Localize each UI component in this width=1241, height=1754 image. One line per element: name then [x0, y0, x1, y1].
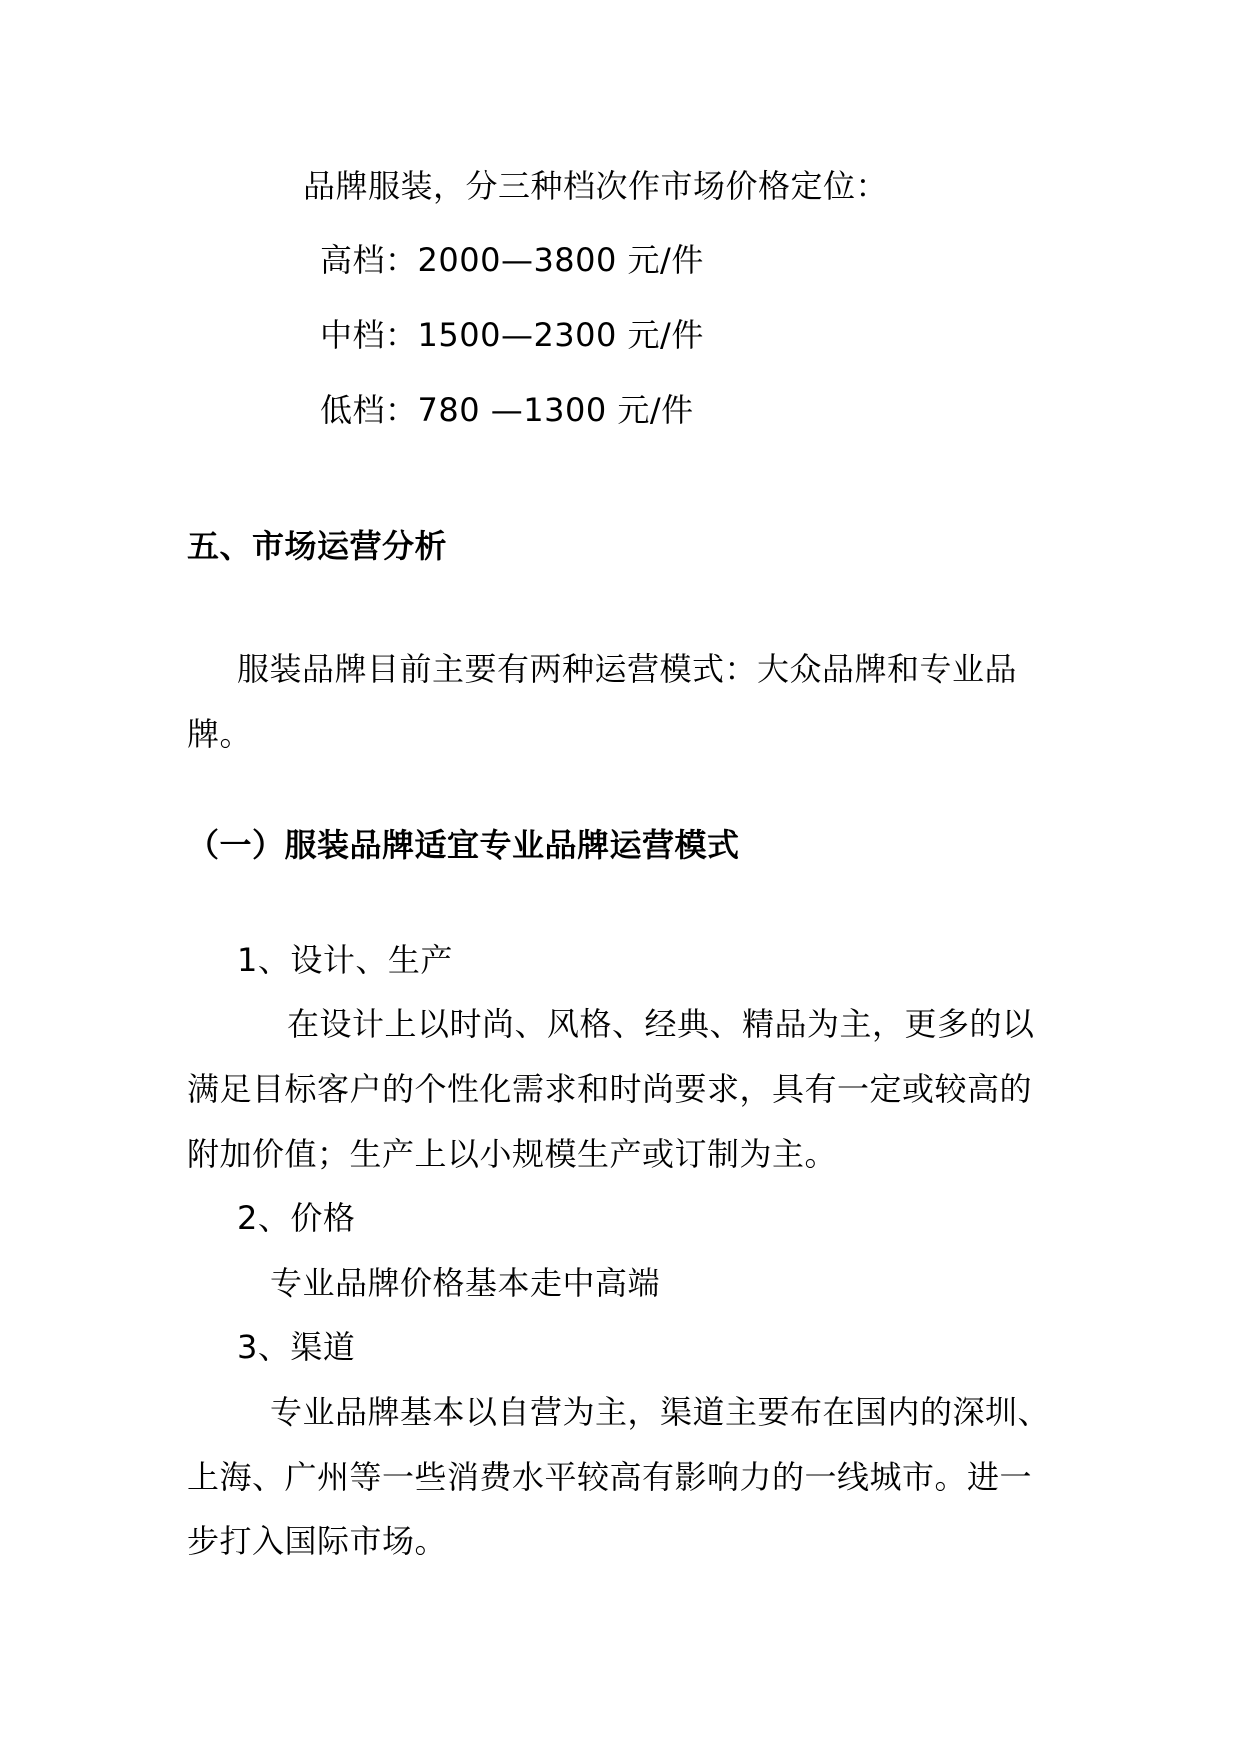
item2-heading: 2、价格 — [237, 1199, 356, 1237]
item2-line1: 专业品牌价格基本走中高端 — [270, 1264, 661, 1302]
price-tier-mid: 中档：1500—2300 元/件 — [320, 316, 704, 354]
subsection1-title: （一）服装品牌适宜专业品牌运营模式 — [187, 826, 740, 864]
price-tier-low: 低档：780 —1300 元/件 — [320, 391, 694, 429]
item1-line1: 在设计上以时尚、风格、经典、精品为主，更多的以 — [287, 1005, 1035, 1043]
item3-heading: 3、渠道 — [237, 1328, 356, 1366]
item1-line3: 附加价值；生产上以小规模生产或订制为主。 — [187, 1135, 838, 1173]
price-tier-high: 高档：2000—3800 元/件 — [320, 241, 704, 279]
section5-title: 五、市场运营分析 — [187, 527, 448, 565]
item3-line2: 上海、广州等一些消费水平较高有影响力的一线城市。进一 — [187, 1458, 1033, 1496]
section5-para-line1: 服装品牌目前主要有两种运营模式：大众品牌和专业品 — [237, 650, 1018, 688]
item3-line1: 专业品牌基本以自营为主，渠道主要布在国内的深圳、 — [270, 1393, 1051, 1431]
item1-heading: 1、设计、生产 — [237, 941, 453, 979]
section5-para-line2: 牌。 — [187, 715, 253, 753]
item1-line2: 满足目标客户的个性化需求和时尚要求，具有一定或较高的 — [187, 1070, 1033, 1108]
intro-line: 品牌服装，分三种档次作市场价格定位： — [303, 167, 889, 205]
item3-line3: 步打入国际市场。 — [187, 1522, 448, 1560]
